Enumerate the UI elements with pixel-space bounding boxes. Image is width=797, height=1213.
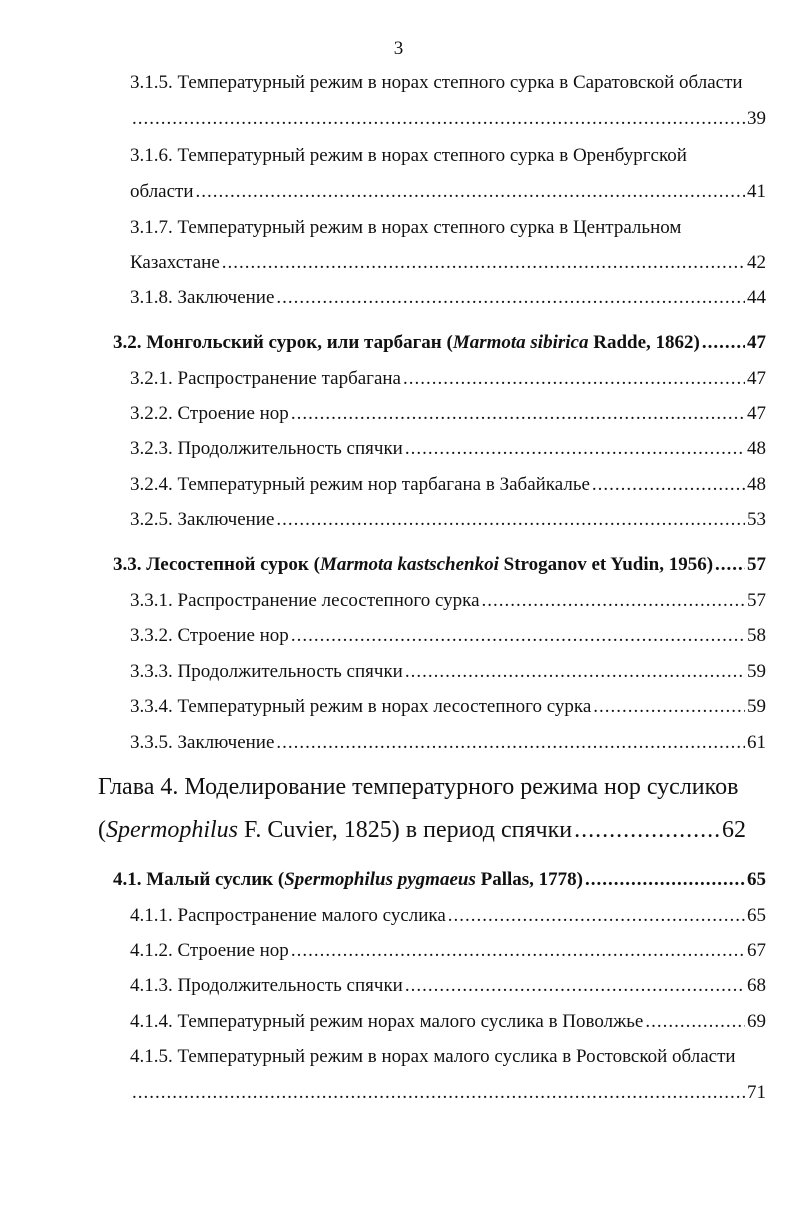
dot-leader xyxy=(291,403,745,425)
toc-section-title: 3.2. Монгольский сурок, или тарбаган (Marmota sibirica Radde, 1862) xyxy=(113,332,700,353)
toc-page-number: 57 xyxy=(747,590,766,611)
dot-leader xyxy=(405,661,745,683)
toc-entry-4-1-5-title: 4.1.5. Температурный режим в норах малого суслика в Ростовской области xyxy=(130,1046,736,1067)
toc-page-number: 47 xyxy=(747,368,766,389)
toc-page-number: 41 xyxy=(747,181,766,202)
toc-page-number: 47 xyxy=(747,332,766,353)
toc-page-number: 59 xyxy=(747,661,766,682)
dot-leader xyxy=(222,252,745,274)
toc-page-number: 48 xyxy=(747,438,766,459)
dot-leader xyxy=(276,509,745,531)
dot-leader xyxy=(276,732,745,754)
dot-leader xyxy=(132,108,745,130)
toc-entry-3-2-2[interactable] xyxy=(130,403,766,425)
toc-page-number: 53 xyxy=(747,509,766,530)
toc-page-number: 42 xyxy=(747,252,766,273)
toc-section-title: 3.3. Лесостепной сурок (Marmota kastschenkoi Stroganov et Yudin, 1956) xyxy=(113,554,714,575)
dot-leader xyxy=(405,975,745,997)
toc-entry-3-1-5[interactable] xyxy=(130,108,766,130)
toc-entry-title: 4.1.4. Температурный режим норах малого суслика в Поволжье xyxy=(130,1011,644,1032)
dot-leader xyxy=(276,287,745,309)
dot-leader xyxy=(403,368,745,390)
toc-page-number: 61 xyxy=(747,732,766,753)
toc-page-number: 59 xyxy=(747,696,766,717)
toc-entry-title: 3.2.1. Распространение тарбагана xyxy=(130,368,401,389)
toc-entry-3-2-4[interactable] xyxy=(130,474,766,496)
toc-entry-title: 3.1.8. Заключение xyxy=(130,287,275,308)
toc-page-number: 57 xyxy=(747,554,766,575)
toc-page-number: 68 xyxy=(747,975,766,996)
dot-leader xyxy=(405,438,745,460)
toc-page-number: 65 xyxy=(747,905,766,926)
toc-entry-4-1-5[interactable] xyxy=(130,1082,766,1104)
toc-section-3-3[interactable] xyxy=(113,554,766,576)
toc-page-number: 62 xyxy=(722,817,746,843)
toc-chapter-4[interactable] xyxy=(98,817,746,844)
toc-entry-3-3-2[interactable] xyxy=(130,625,766,647)
dot-leader xyxy=(291,625,745,647)
dot-leader xyxy=(593,696,745,718)
toc-chapter-title: (Spermophilus F. Cuvier, 1825) в период спячки xyxy=(98,817,573,843)
dot-leader xyxy=(482,590,745,612)
toc-entry-3-1-8[interactable] xyxy=(130,287,766,309)
toc-section-title: 4.1. Малый суслик (Spermophilus pygmaeus Pallas, 1778) xyxy=(113,869,583,890)
toc-entry-3-2-5[interactable] xyxy=(130,509,766,531)
toc-page-number: 65 xyxy=(747,869,766,890)
toc-entry-3-1-5-title: 3.1.5. Температурный режим в норах степного сурка в Саратовской области xyxy=(130,72,743,93)
toc-entry-3-1-6-title: 3.1.6. Температурный режим в норах степного сурка в Оренбургской xyxy=(130,145,687,166)
dot-leader xyxy=(291,940,745,962)
dot-leader xyxy=(645,1011,745,1033)
toc-page-number: 67 xyxy=(747,940,766,961)
toc-entry-3-3-1[interactable] xyxy=(130,590,766,612)
dot-leader xyxy=(196,181,745,203)
toc-entry-title: 3.3.2. Строение нор xyxy=(130,625,289,646)
toc-page-number: 48 xyxy=(747,474,766,495)
dot-leader xyxy=(574,817,720,844)
toc-page-number: 47 xyxy=(747,403,766,424)
toc-page-number: 71 xyxy=(747,1082,766,1103)
toc-entry-3-2-3[interactable] xyxy=(130,438,766,460)
toc-entry-title: 4.1.3. Продолжительность спячки xyxy=(130,975,403,996)
toc-entry-4-1-2[interactable] xyxy=(130,940,766,962)
toc-entry-title: 3.3.1. Распространение лесостепного сурка xyxy=(130,590,480,611)
toc-entry-3-3-3[interactable] xyxy=(130,661,766,683)
toc-section-4-1[interactable] xyxy=(113,869,766,891)
dot-leader xyxy=(448,905,745,927)
toc-entry-3-2-1[interactable] xyxy=(130,368,766,390)
toc-entry-title: 3.2.2. Строение нор xyxy=(130,403,289,424)
toc-entry-title: 4.1.1. Распространение малого суслика xyxy=(130,905,446,926)
toc-entry-title: 3.2.5. Заключение xyxy=(130,509,275,530)
toc-entry-title: области xyxy=(130,181,194,202)
toc-entry-3-1-6[interactable] xyxy=(130,181,766,203)
toc-entry-3-1-7[interactable] xyxy=(130,252,766,274)
toc-page-number: 39 xyxy=(747,108,766,129)
toc-entry-title: 3.2.4. Температурный режим нор тарбагана в Забайкалье xyxy=(130,474,590,495)
dot-leader xyxy=(715,554,745,576)
toc-entry-3-3-5[interactable] xyxy=(130,732,766,754)
toc-entry-3-1-7-title: 3.1.7. Температурный режим в норах степного сурка в Центральном xyxy=(130,217,682,238)
toc-section-3-2[interactable] xyxy=(113,332,766,354)
dot-leader xyxy=(132,1082,745,1104)
toc-page-number: 58 xyxy=(747,625,766,646)
toc-entry-title: Казахстане xyxy=(130,252,220,273)
dot-leader xyxy=(702,332,745,354)
toc-entry-title: 3.3.3. Продолжительность спячки xyxy=(130,661,403,682)
dot-leader xyxy=(585,869,745,891)
toc-entry-4-1-3[interactable] xyxy=(130,975,766,997)
toc-page-number: 69 xyxy=(747,1011,766,1032)
dot-leader xyxy=(592,474,745,496)
toc-entry-3-3-4[interactable] xyxy=(130,696,766,718)
page-number: 3 xyxy=(393,38,404,59)
toc-entry-title: 3.2.3. Продолжительность спячки xyxy=(130,438,403,459)
toc-entry-4-1-1[interactable] xyxy=(130,905,766,927)
toc-entry-title: 3.3.4. Температурный режим в норах лесостепного сурка xyxy=(130,696,592,717)
toc-chapter-4-title: Глава 4. Моделирование температурного режима нор сусликов xyxy=(98,774,739,800)
toc-entry-4-1-4[interactable] xyxy=(130,1011,766,1033)
toc-entry-title: 4.1.2. Строение нор xyxy=(130,940,289,961)
toc-entry-title: 3.3.5. Заключение xyxy=(130,732,275,753)
toc-page-number: 44 xyxy=(747,287,766,308)
